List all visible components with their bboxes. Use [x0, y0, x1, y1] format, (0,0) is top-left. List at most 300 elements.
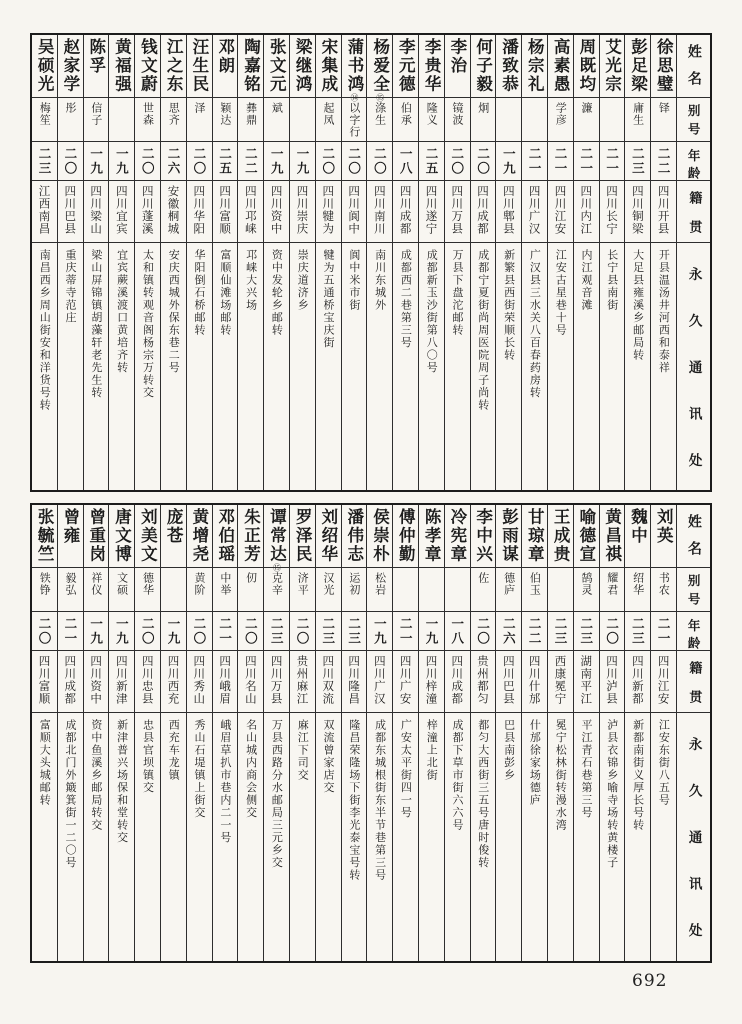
- person-address: 长宁县南街: [605, 249, 619, 312]
- person-native: 四川广安: [398, 655, 413, 705]
- person-native: 四川忠县: [140, 655, 155, 705]
- person-address: 崇庆道济乡: [296, 249, 310, 312]
- person-native: 四川成都: [450, 655, 465, 705]
- person-alias: 铎: [657, 102, 671, 114]
- person-name: 潘致恭: [499, 38, 519, 94]
- person-name: 李贵华: [422, 38, 442, 94]
- person-address: 万县西路分水邮局三元乡交: [270, 719, 284, 869]
- person-alias: 仞: [244, 572, 258, 584]
- person-native: 四川邛崃: [243, 185, 258, 235]
- person-alias: 汉光: [322, 572, 336, 596]
- person-age: 二三: [630, 617, 646, 646]
- person-alias: 隆义: [425, 102, 439, 126]
- person-native: 四川江安: [553, 185, 568, 235]
- person-address: 名山城内商会侧交: [244, 719, 258, 819]
- person-alias: 濂: [579, 102, 593, 114]
- person-alias: 以字行: [347, 102, 361, 138]
- person-column: [495, 505, 521, 961]
- column-header-address: 永久通讯处: [685, 267, 702, 500]
- person-native: 四川长宁: [605, 185, 620, 235]
- person-age: 一九: [114, 617, 130, 646]
- person-native: 四川郫县: [501, 185, 516, 235]
- person-alias: 德庐: [502, 572, 516, 596]
- person-address: 万县下盘沱邮转: [451, 249, 464, 337]
- person-column: [237, 505, 263, 961]
- person-column: [521, 505, 547, 961]
- person-native: 四川富顺: [218, 185, 233, 235]
- person-age: 二一: [217, 617, 233, 646]
- person-alias: 学彦: [554, 102, 568, 126]
- person-alias: 文硕: [115, 572, 129, 596]
- person-age: 二三: [269, 617, 285, 646]
- person-name: 李治: [447, 38, 467, 75]
- person-address: 资中鱼溪乡邮局转交: [89, 719, 103, 832]
- person-name: 汪生民: [189, 38, 209, 94]
- person-column: [212, 505, 238, 961]
- person-column: [495, 35, 521, 490]
- person-alias: 梅笙: [38, 102, 52, 126]
- person-name: 魏中: [628, 508, 648, 545]
- person-native: 四川峨眉: [218, 655, 233, 705]
- person-column: [573, 505, 599, 961]
- person-alias: 镜波: [451, 102, 464, 126]
- person-native: 四川万县: [269, 655, 284, 705]
- person-native: 四川什邡: [527, 655, 542, 705]
- person-alias: 鹄灵: [579, 572, 593, 596]
- person-native: 贵州麻江: [295, 655, 310, 705]
- person-native: 四川华阳: [192, 185, 207, 235]
- person-age: 二二: [527, 617, 543, 646]
- person-age: 二三: [630, 147, 646, 176]
- person-native: 四川南川: [372, 185, 387, 235]
- person-age: 二〇: [475, 147, 491, 176]
- person-age: 二一: [552, 147, 568, 176]
- person-address: 宜宾蕨溪渡口黄培齐转: [115, 249, 129, 374]
- person-native: 四川成都: [63, 655, 78, 705]
- person-name: 周既均: [576, 38, 596, 94]
- person-age: 二六: [501, 617, 517, 646]
- person-native: 四川泸县: [605, 655, 620, 705]
- person-address: 新繁县西街荣顺长转: [502, 249, 516, 362]
- person-name: 陶嘉铭: [241, 38, 261, 94]
- person-column: [418, 505, 444, 961]
- person-name: 刘绍华: [318, 508, 338, 564]
- person-name: 朱正芳: [241, 508, 261, 564]
- person-address: 成都下草市街六六号: [451, 719, 464, 832]
- person-native: 四川巴县: [63, 185, 78, 235]
- person-native: 四川铜梁: [630, 185, 645, 235]
- header-column: [676, 505, 710, 970]
- person-column: [212, 35, 238, 490]
- person-alias: 绍华: [631, 572, 645, 596]
- person-address: 新都南街义厚长号转: [631, 719, 645, 832]
- person-address: 太和镇转观音阁杨宗万转交: [141, 249, 155, 399]
- person-column: [650, 35, 676, 490]
- person-column: [108, 505, 134, 961]
- person-address: 南昌西乡周山街安和洋货号转: [38, 249, 52, 412]
- column-header-name: 姓名: [685, 44, 702, 98]
- person-name: 江之东: [164, 38, 184, 94]
- person-alias: 彝鼎: [244, 102, 258, 126]
- person-column: [160, 505, 186, 961]
- person-age: 二六: [166, 147, 182, 176]
- person-name: 李中兴: [473, 508, 493, 564]
- person-age: 二三: [552, 617, 568, 646]
- person-age: 二〇: [243, 617, 259, 646]
- person-name: 吴硕光: [35, 38, 55, 94]
- person-column: [392, 35, 418, 490]
- column-header-alias: 别号: [686, 104, 702, 141]
- person-age: 二〇: [140, 147, 156, 176]
- person-name: 甘琼章: [525, 508, 545, 564]
- person-name: 彭雨谋: [499, 508, 519, 564]
- person-address: 峨眉草扒市巷内二一号: [218, 719, 232, 844]
- person-age: 一九: [269, 147, 285, 176]
- person-native: 四川成都: [476, 185, 491, 235]
- person-address: 广汉县三水关八百春药房转: [528, 249, 542, 399]
- person-native: 四川新都: [630, 655, 645, 705]
- person-age: 二一: [527, 147, 543, 176]
- person-address: 梁山屏锦镇胡藻轩老先生转: [89, 249, 103, 399]
- person-alias: 耀君: [605, 572, 619, 596]
- person-alias: 伯玉: [528, 572, 542, 596]
- column-header-native: 籍贯: [686, 661, 702, 719]
- person-age: 一九: [423, 617, 439, 646]
- person-alias: 炯: [476, 102, 490, 114]
- person-column: [547, 505, 573, 961]
- person-alias: 思齐: [167, 102, 181, 126]
- person-name: 钱文蔚: [138, 38, 158, 94]
- person-name: 黄福强: [112, 38, 132, 94]
- person-name-mark: ⑮: [272, 563, 282, 572]
- person-name: 何子毅: [473, 38, 493, 94]
- person-name: 徐思璧: [654, 38, 674, 94]
- person-column: [57, 505, 83, 961]
- person-column: [32, 505, 57, 961]
- person-age: 一九: [295, 147, 310, 176]
- person-column: [573, 35, 599, 490]
- person-native: 四川名山: [243, 655, 258, 705]
- person-name: 曾重岗: [86, 508, 106, 564]
- person-column: [624, 505, 650, 961]
- person-name: 艾光宗: [602, 38, 622, 94]
- person-alias: 彤: [64, 102, 78, 114]
- person-age: 一九: [114, 147, 130, 176]
- person-native: 四川开县: [656, 185, 671, 235]
- person-name: 邓伯瑶: [215, 508, 235, 564]
- person-alias: 中举: [218, 572, 232, 596]
- person-name: 潘伟志: [344, 508, 364, 564]
- person-name: 邓朗: [215, 38, 235, 75]
- person-native: 四川宜宾: [114, 185, 129, 235]
- person-alias: 佐: [476, 572, 490, 584]
- person-age: 二三: [37, 147, 53, 176]
- person-column: [32, 35, 57, 490]
- person-age: 二〇: [320, 147, 336, 176]
- page-number: 692: [632, 971, 668, 991]
- person-name: 梁继鸿: [293, 38, 313, 94]
- header-column: [676, 35, 710, 500]
- person-age: 二〇: [604, 617, 620, 646]
- person-name: 黄增尧: [189, 508, 209, 564]
- person-native: 安徽桐城: [166, 185, 181, 235]
- person-column: [83, 35, 109, 490]
- person-age: 二一: [62, 617, 78, 646]
- person-name: 罗泽民: [293, 508, 313, 564]
- person-name: 黄昌祺: [602, 508, 622, 564]
- person-column: [263, 505, 289, 961]
- person-column: [341, 505, 367, 961]
- person-native: 四川梁山: [89, 185, 104, 235]
- person-age: 二一: [656, 617, 672, 646]
- person-address: 都匀大西街三五号唐时俊转: [476, 719, 490, 869]
- person-name: 唐文博: [112, 508, 132, 564]
- person-column: [392, 505, 418, 961]
- person-age: 二三: [578, 617, 594, 646]
- person-age: 二一: [578, 147, 594, 176]
- person-native: 四川隆昌: [347, 655, 362, 705]
- person-native: 四川梓潼: [424, 655, 439, 705]
- person-name: 蒲书鸿: [344, 38, 364, 94]
- person-name: 庞苍: [164, 508, 184, 545]
- person-native: 湖南平江: [579, 655, 594, 705]
- person-age: 二〇: [372, 147, 388, 176]
- person-address: 西充车龙镇: [167, 719, 181, 782]
- column-header-address: 永久通讯处: [685, 737, 702, 970]
- person-address: 秀山石堤镇上街交: [193, 719, 207, 819]
- person-name: 冷宪章: [447, 508, 467, 564]
- person-name: 傅仲勤: [396, 508, 416, 564]
- person-alias: 庸生: [631, 102, 645, 126]
- person-address: 冕宁松林街转漫水湾: [554, 719, 568, 832]
- person-address: 巴县南彭乡: [502, 719, 516, 782]
- person-column: [444, 505, 470, 961]
- person-native: 四川犍为: [321, 185, 336, 235]
- person-alias: 世森: [141, 102, 155, 126]
- person-column: [547, 35, 573, 490]
- person-address: 双流曾家店交: [322, 719, 336, 794]
- person-address: 安庆西城外保东巷二号: [167, 249, 181, 374]
- person-name: 谭常达: [267, 508, 287, 564]
- person-name: 陈孚: [86, 38, 106, 75]
- person-age: 二一: [398, 617, 414, 646]
- person-name: 刘英: [654, 508, 674, 545]
- person-age: 二三: [320, 617, 336, 646]
- person-native: 四川阆中: [347, 185, 362, 235]
- person-name: 张毓竺: [35, 508, 55, 564]
- person-address: 平江青石巷第三号: [579, 719, 593, 819]
- person-column: [418, 35, 444, 490]
- person-column: [186, 35, 212, 490]
- person-address: 大足县雍溪乡邮局转: [631, 249, 645, 362]
- person-age: 一九: [88, 147, 104, 176]
- person-native: 四川双流: [321, 655, 336, 705]
- person-age: 一八: [398, 147, 414, 176]
- person-address: 梓潼上北街: [425, 719, 439, 782]
- person-alias: 颖达: [218, 102, 232, 126]
- person-age: 二〇: [62, 147, 78, 176]
- person-column: [289, 35, 315, 490]
- column-header-name: 姓名: [685, 514, 702, 568]
- person-column: [108, 35, 134, 490]
- person-address: 成都宁夏街尚周医院周子尚转: [476, 249, 490, 412]
- person-age: 二一: [604, 147, 620, 176]
- person-age: 二〇: [346, 147, 362, 176]
- person-address: 富顺大头城邮转: [38, 719, 52, 807]
- person-address: 隆昌荣隆场下街李光泰宝号转: [347, 719, 361, 882]
- person-address: 成都西二巷第三号: [399, 249, 413, 349]
- person-name: 杨宗礼: [525, 38, 545, 94]
- person-column: [470, 505, 496, 961]
- person-address: 新津普兴场保和堂转交: [115, 719, 129, 844]
- person-native: 四川资中: [269, 185, 284, 235]
- person-age: 二五: [423, 147, 439, 176]
- person-column: [134, 35, 160, 490]
- person-alias: 书农: [657, 572, 671, 596]
- person-name: 宋集成: [318, 38, 338, 94]
- person-column: [83, 505, 109, 961]
- person-age: 一八: [449, 617, 465, 646]
- person-age: 二〇: [140, 617, 156, 646]
- person-column: [57, 35, 83, 490]
- person-address: 重庆蒂寺范庄: [64, 249, 78, 324]
- person-column: [599, 35, 625, 490]
- person-column: [444, 35, 470, 490]
- person-native: 四川遂宁: [424, 185, 439, 235]
- person-column: [315, 35, 341, 490]
- person-native: 四川内江: [579, 185, 594, 235]
- person-column: [341, 35, 367, 490]
- person-name: 高素愚: [551, 38, 571, 94]
- person-column: [263, 35, 289, 490]
- person-native: 贵州都匀: [476, 655, 491, 705]
- column-header-age: 年龄: [686, 619, 702, 654]
- person-address: 邛崃大兴场: [244, 249, 258, 312]
- person-address: 麻江下司交: [296, 719, 310, 782]
- person-column: [521, 35, 547, 490]
- person-native: 四川资中: [89, 655, 104, 705]
- column-header-alias: 别号: [686, 574, 702, 611]
- person-column: [315, 505, 341, 961]
- person-alias: 运初: [347, 572, 361, 596]
- person-address: 江安古星巷十号: [554, 249, 568, 337]
- person-name: 喻德宣: [576, 508, 596, 564]
- person-column: [624, 35, 650, 490]
- person-address: 什邡徐家场德庐: [528, 719, 542, 807]
- person-alias: 祥仪: [89, 572, 103, 596]
- person-address: 成都东城根街东半节巷第三号: [373, 719, 387, 882]
- person-column: [134, 505, 160, 961]
- person-address: 开县温汤井河西和泰祥: [657, 249, 671, 374]
- column-header-native: 籍贯: [686, 191, 702, 249]
- person-alias: 克辛: [270, 572, 284, 596]
- person-age: 二二: [656, 147, 672, 176]
- person-alias: 斌: [270, 102, 284, 114]
- person-column: [289, 505, 315, 961]
- person-address: 内江观音滩: [579, 249, 593, 312]
- person-name: 王成贵: [551, 508, 571, 564]
- person-address: 成都新玉沙街第八〇号: [425, 249, 439, 374]
- person-name: 刘美文: [138, 508, 158, 564]
- person-name: 李元德: [396, 38, 416, 94]
- person-column: [470, 35, 496, 490]
- column-header-age: 年龄: [686, 149, 702, 184]
- person-age: 二〇: [37, 617, 53, 646]
- person-address: 南川东城外: [373, 249, 387, 312]
- person-native: 四川西充: [166, 655, 181, 705]
- person-native: 四川富顺: [37, 655, 52, 705]
- person-name-mark: ⑮: [375, 93, 385, 102]
- person-alias: 信子: [89, 102, 103, 126]
- person-age: 二三: [346, 617, 362, 646]
- directory-table-top: [30, 33, 712, 500]
- person-name: 侯崇朴: [370, 508, 390, 564]
- person-alias: 泽: [193, 102, 207, 114]
- person-native: 四川广汉: [527, 185, 542, 235]
- person-age: 二〇: [449, 147, 465, 176]
- person-column: [650, 505, 676, 961]
- directory-table-bottom: [30, 503, 712, 970]
- person-address: 富顺仙滩场邮转: [218, 249, 232, 337]
- person-age: 二〇: [191, 147, 207, 176]
- person-native: 江西南昌: [37, 185, 52, 235]
- person-age: 二〇: [475, 617, 491, 646]
- person-alias: 德华: [141, 572, 155, 596]
- person-native: 四川广汉: [372, 655, 387, 705]
- person-native: 四川新津: [114, 655, 129, 705]
- person-address: 成都北门外簸箕街一二〇号: [64, 719, 78, 869]
- person-age: 一九: [166, 617, 182, 646]
- person-alias: 伯承: [399, 102, 413, 126]
- person-age: 一九: [372, 617, 388, 646]
- person-age: 二二: [243, 147, 259, 176]
- person-column: [160, 35, 186, 490]
- person-alias: 铁铮: [38, 572, 52, 596]
- person-alias: 济平: [296, 572, 310, 596]
- person-address: 江安东街八五号: [657, 719, 671, 807]
- person-age: 二〇: [295, 617, 310, 646]
- person-column: [186, 505, 212, 961]
- person-name: 张文元: [267, 38, 287, 94]
- person-age: 二〇: [191, 617, 207, 646]
- person-name: 曾雍: [60, 508, 80, 545]
- person-age: 一九: [88, 617, 104, 646]
- person-native: 四川秀山: [192, 655, 207, 705]
- person-address: 广安太平街四一号: [399, 719, 413, 819]
- person-alias: 涤生: [373, 102, 387, 126]
- person-alias: 松岩: [373, 572, 387, 596]
- person-address: 资中发轮乡邮转: [270, 249, 284, 337]
- person-alias: 黄阶: [193, 572, 207, 596]
- person-age: 二五: [217, 147, 233, 176]
- person-native: 四川巴县: [501, 655, 516, 705]
- person-native: 四川万县: [450, 185, 465, 235]
- person-native: 西康冕宁: [553, 655, 568, 705]
- person-name: 杨爱全: [370, 38, 390, 94]
- person-address: 忠县官坝镇交: [141, 719, 155, 794]
- person-address: 华阳倒石桥邮转: [193, 249, 207, 337]
- person-column: [237, 35, 263, 490]
- person-name-mark: ⑭: [349, 93, 359, 102]
- person-address: 阆中米市街: [347, 249, 361, 312]
- person-native: 四川蓬溪: [140, 185, 155, 235]
- person-alias: 毅弘: [64, 572, 78, 596]
- person-column: [366, 505, 392, 961]
- person-native: 四川江安: [656, 655, 671, 705]
- person-native: 四川崇庆: [295, 185, 310, 235]
- person-address: 犍为五通桥宝庆街: [322, 249, 336, 349]
- person-column: [599, 505, 625, 961]
